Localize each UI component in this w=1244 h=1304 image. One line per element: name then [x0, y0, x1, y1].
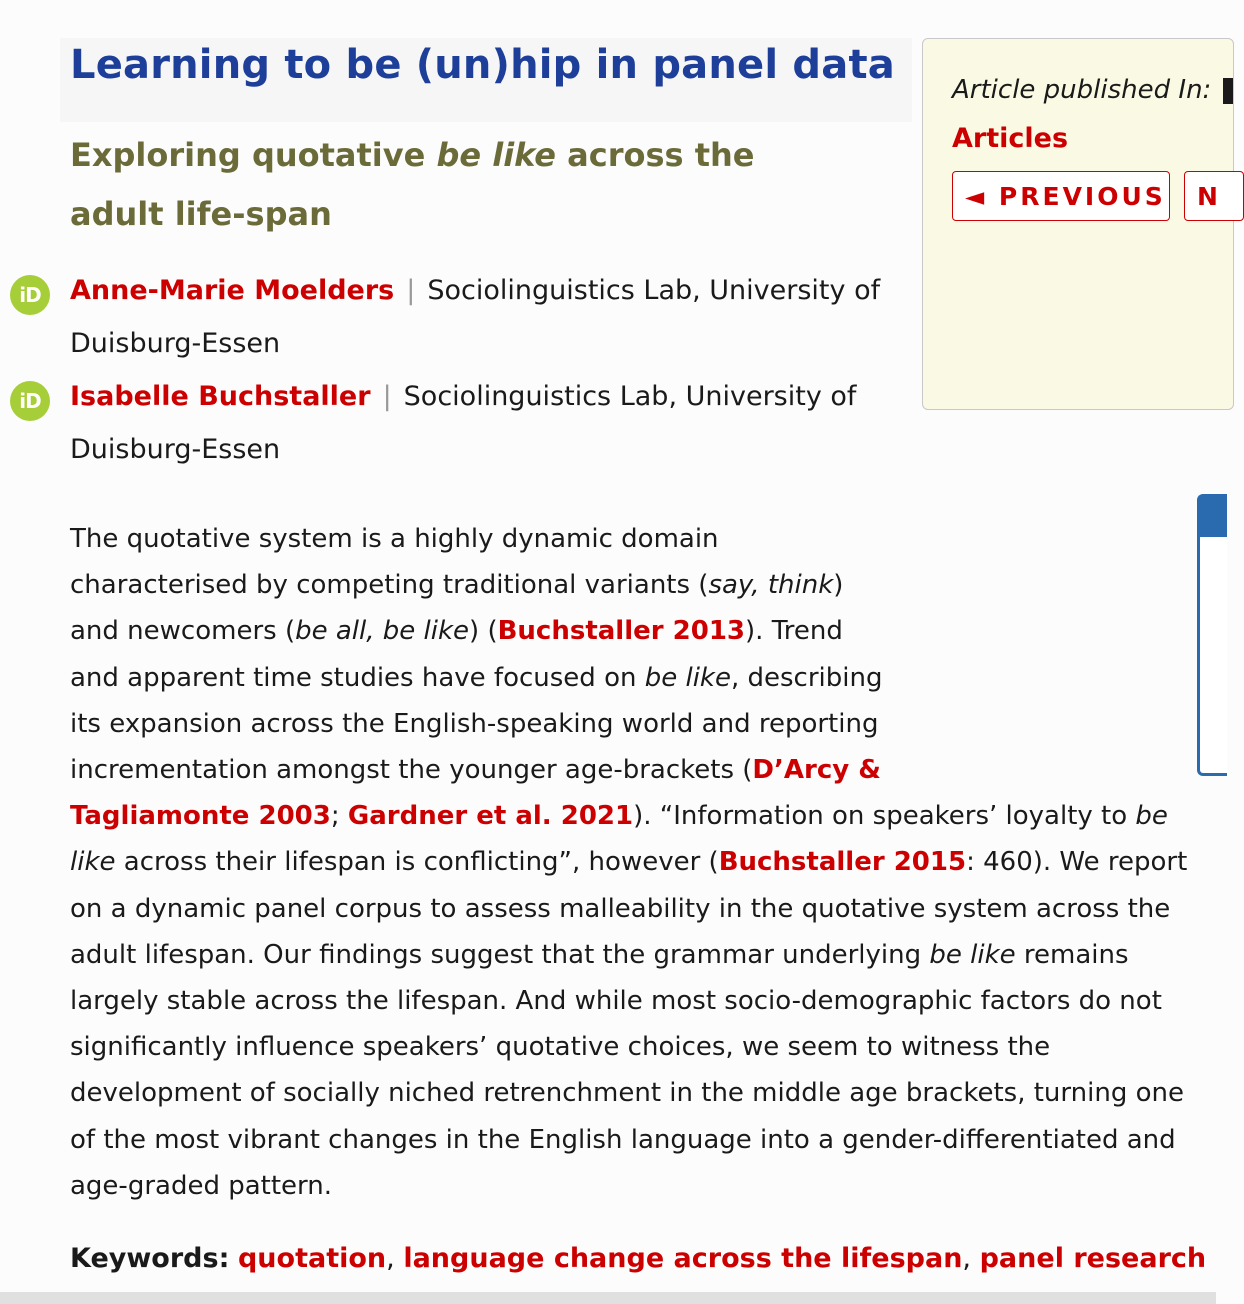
next-article-button[interactable]: N [1184, 171, 1244, 221]
keyword-link[interactable]: quotation [237, 1243, 387, 1274]
keywords [70, 1236, 1206, 1282]
keyword-separator: , [386, 1243, 395, 1274]
abstract-wrap-spacer [900, 516, 1200, 792]
published-in-text: Article published In: [952, 75, 1212, 105]
side-panel-header [1200, 497, 1227, 537]
citation-link[interactable]: Gardner et al. 2021 [347, 801, 634, 832]
keyword-link[interactable]: panel research [979, 1243, 1207, 1274]
author-name-link[interactable]: Anne-Marie Moelders [70, 275, 395, 306]
orcid-icon[interactable]: iD [10, 275, 50, 315]
abstract-text: : 460). We report on a dynamic panel corpus to assess malleability in the quotative system across the adult lifespan. Our findings suggest that the grammar underlying [70, 847, 1188, 970]
author-entry-1 [10, 264, 900, 370]
side-panel-tab[interactable] [1197, 494, 1227, 776]
abstract-text: across their lifespan is conflicting”, however ( [115, 847, 719, 878]
citation-link[interactable]: D’Arcy & Tagliamonte 2003 [70, 755, 881, 832]
keyword-separator: , [962, 1243, 972, 1274]
subtitle-text-post: across the adult life-span [70, 136, 755, 233]
horizontal-scrollbar[interactable] [0, 1292, 1216, 1304]
abstract [70, 516, 1200, 1209]
abstract-emphasis: be like [644, 662, 731, 693]
section-link-articles[interactable]: Articles [952, 123, 1069, 154]
author-name-link[interactable]: Isabelle Buchstaller [70, 381, 371, 412]
abstract-emphasis: be like [929, 939, 1016, 970]
author-separator: | [406, 275, 416, 306]
abstract-text: ). Trend and apparent time studies have focused on [70, 616, 843, 693]
author-separator: | [382, 381, 392, 412]
article-title: Learning to be (un)hip in panel data [70, 42, 895, 88]
abstract-text: ) and newcomers ( [70, 570, 844, 647]
abstract-text: ) ( [469, 616, 498, 647]
publication-sidebar [922, 38, 1234, 410]
abstract-emphasis: say, think [708, 570, 834, 601]
subtitle-text-pre: Exploring quotative [70, 136, 437, 174]
citation-link[interactable]: Buchstaller 2013 [497, 616, 746, 647]
author-affiliation: Sociolinguistics Lab, University of Duisburg-Essen [70, 275, 881, 359]
abstract-text: remains largely stable across the lifespan. And while most socio-demographic factors do not significantly influence speakers’ quotative choices, we seem to witness the development of socially niched retrenchment in the middle age brackets, turning one of the most vibrant changes in the English language into a gender-differentiated and age-graded pattern. [70, 939, 1184, 1201]
published-in-label [952, 75, 1233, 105]
orcid-icon[interactable]: iD [10, 381, 50, 421]
previous-article-button[interactable]: ◄ PREVIOUS [952, 171, 1170, 221]
citation-link[interactable]: Buchstaller 2015 [718, 847, 967, 878]
abstract-text: The quotative system is a highly dynamic domain characterised by competing traditional variants ( [70, 524, 719, 601]
subtitle-emphasis: be like [436, 136, 556, 174]
abstract-emphasis: be like [70, 801, 1168, 878]
author-entry-2 [10, 370, 900, 476]
abstract-text: ; [330, 801, 348, 832]
abstract-text: ). “Information on speakers’ loyalty to [633, 801, 1136, 832]
journal-cover-icon [1223, 78, 1233, 104]
article-subtitle [70, 126, 830, 244]
keyword-link[interactable]: language change across the lifespan [403, 1243, 963, 1274]
abstract-emphasis: be all, be like [295, 616, 470, 647]
author-affiliation: Sociolinguistics Lab, University of Duisburg-Essen [70, 381, 857, 465]
keywords-label: Keywords: [70, 1243, 230, 1274]
abstract-text: , describing its expansion across the English-speaking world and reporting incrementation amongst the younger age-brackets ( [70, 662, 883, 786]
